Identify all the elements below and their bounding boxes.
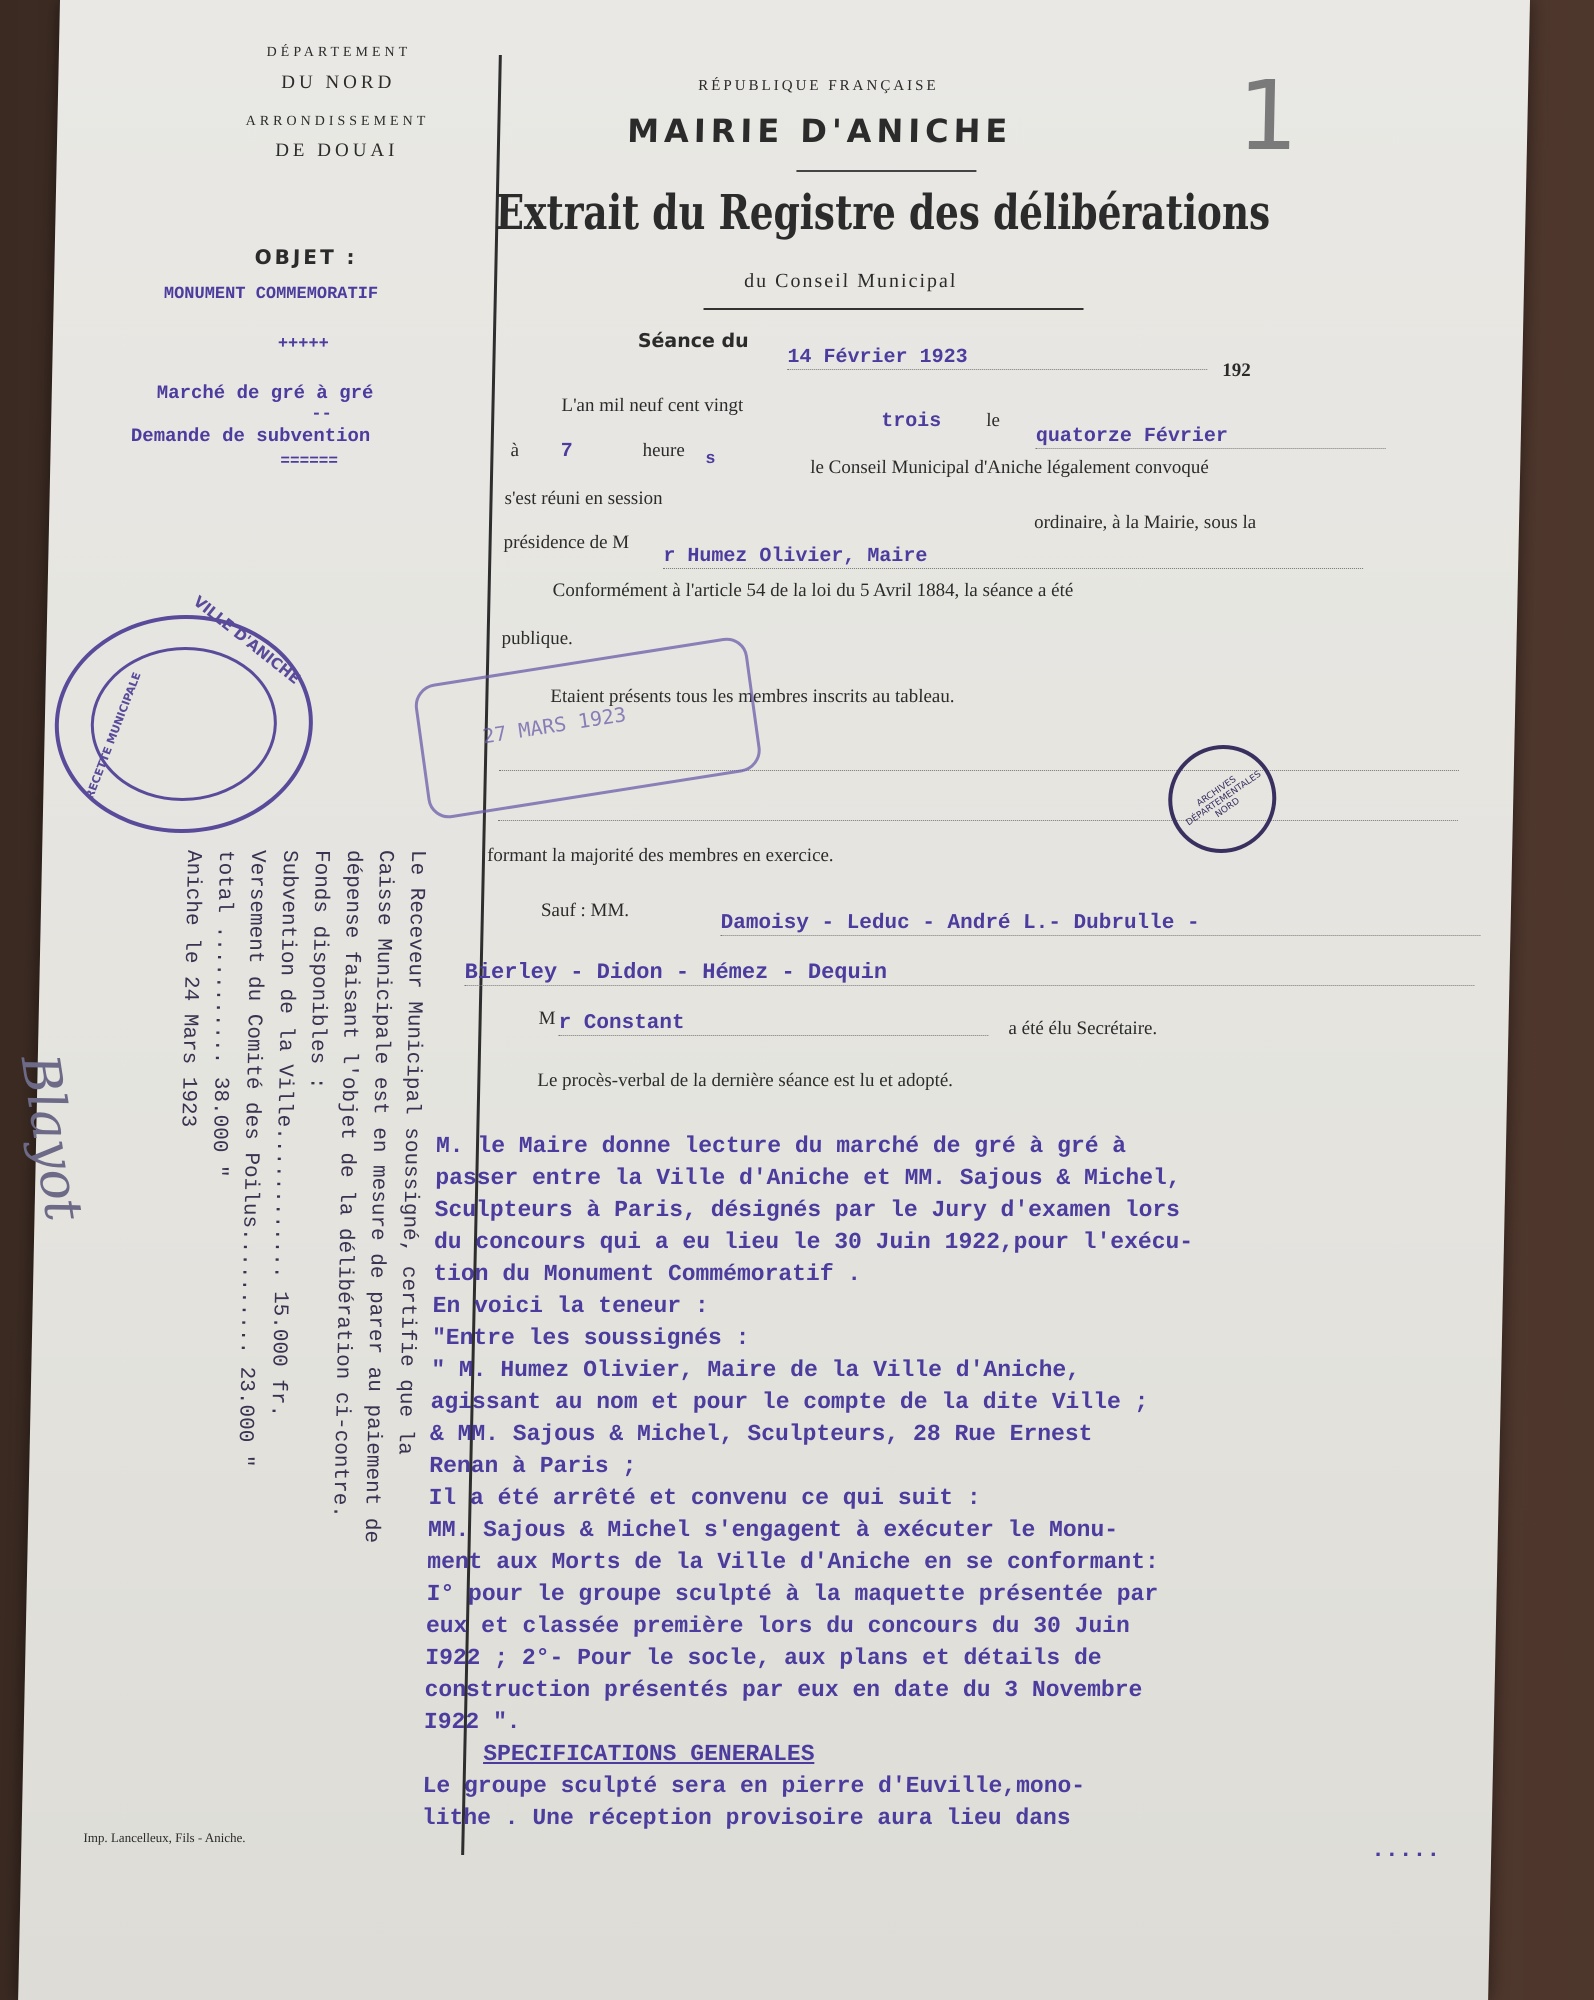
document-page [8,0,1530,2000]
body-l12b: r Constant [558,1012,989,1036]
certification-line: Fonds disponibles : [304,850,333,1090]
objet-line3: Marché de gré à gré [156,382,374,404]
body-l2a: à [510,440,520,461]
typed-line: I922 ; 2°- Pour le socle, aux plans et détails de [424,1645,1102,1671]
certification-line: Aniche le 24 Mars 1923 [175,850,205,1128]
objet-line6: ====== [280,452,339,470]
certification-line: Versement du Comité des Poilus.......... 23.000 " [232,850,269,1468]
body-l9: formant la majorité des membres en exercice. [486,845,834,866]
typed-line: construction présentés par eux en date du 3 Novembre [424,1677,1143,1703]
archives-stamp-text: ARCHIVES DÉPARTEMENTALES NORD [1184,769,1264,829]
body-l2b: 7 [560,440,573,463]
certification-line: Subvention de la Ville............ 15.000 fr. [265,850,301,1418]
body-l4: ordinaire, à la Mairie, sous la [1033,512,1257,533]
typed-line: ment aux Morts de la Ville d'Aniche en se conformant: [427,1549,1160,1575]
printer-imprint: Imp. Lancelleux, Fils - Aniche. [83,1830,246,1845]
typed-line: SPECIFICATIONS GENERALES [482,1741,815,1767]
typed-line: & MM. Sajous & Michel, Sculpteurs, 28 Rue Ernest [429,1421,1093,1447]
typed-line: I922 ". [423,1709,521,1735]
objet-line4: -- [311,405,332,424]
certification-line: Caisse Municipale est en mesure de parer au paiement de [358,850,397,1544]
title-underline [704,308,1084,310]
typed-line: MM. Sajous & Michel s'engagent à exécuter le Monu- [427,1517,1119,1543]
body-l1d: quatorze Février [1036,425,1387,449]
handwritten-signature: Blayot [8,1050,94,1226]
seance-date: 14 Février 1923 [787,346,1208,370]
page-number: 1 [1236,60,1300,172]
extrait-title: Extrait du Registre des délibérations [494,185,1271,241]
seance-year: 192 [1222,360,1251,381]
seance-label: Séance du [637,330,749,352]
body-l12c: a été élu Secrétaire. [1008,1018,1158,1039]
typed-line: M. le Maire donne lecture du marché de gré à gré à [435,1133,1127,1159]
body-l2d: s [705,450,716,469]
typed-line: eux et classée première lors du concours du 30 Juin [425,1613,1131,1639]
body-l8: Etaient présents tous les membres inscrits au tableau. [550,686,955,707]
body-l2c: heure [642,440,685,461]
typed-line: I° pour le groupe sculpté à la maquette présentée par [426,1581,1159,1607]
certification-line: Le Receveur Municipal soussigné, certifie que la [392,850,429,1455]
body-l5b: r Humez Olivier, Maire [663,545,1364,569]
typed-line: passer entre la Ville d'Aniche et MM. Sajous & Michel, [435,1165,1181,1191]
dept-line4: DE DOUAI [274,140,399,161]
typed-line: " M. Humez Olivier, Maire de la Ville d'Aniche, [431,1357,1081,1383]
typed-line: Renan à Paris ; [429,1453,637,1479]
blank-line-2 [498,820,1458,821]
body-l10b: Damoisy - Leduc - André L.- Dubrulle - [720,912,1481,936]
body-l10a: Sauf : MM. [540,900,630,921]
objet-line5: Demande de subvention [130,425,371,447]
body-l12a: M [538,1008,556,1029]
body-l1c: le [985,410,1001,431]
certification-line: dépense faisant l'objet de la délibération ci-contre. [327,850,365,1518]
recette-stamp-text: RECETTE MUNICIPALE [83,670,144,801]
received-stamp [412,635,763,822]
received-stamp-date: 27 MARS 1923 [480,702,628,749]
body-l13: Le procès-verbal de la dernière séance est lu et adopté. [537,1070,954,1091]
typed-line: Il a été arrêté et convenu ce qui suit : [428,1485,981,1511]
dept-line2: DU NORD [281,72,396,93]
typed-line: agissant au nom et pour le compte de la dite Ville ; [430,1389,1149,1415]
typed-body [421,1130,1455,1866]
typed-line: ..... [1370,1837,1441,1863]
certification-line: total ........... 38.000 " [206,850,237,1178]
body-l3: s'est réuni en session [504,488,663,509]
typed-line: Le groupe sculpté sera en pierre d'Euville,mono- [422,1773,1086,1799]
ville-stamp-text: VILLE D'ANICHE [189,592,304,688]
objet-line2: +++++ [277,335,329,354]
mairie-title: MAIRIE D'ANICHE [626,112,1013,150]
ville-stamp [53,592,316,833]
body-l6: Conformément à l'article 54 de la loi du 5 Avril 1884, la séance a été [552,580,1074,601]
typed-line: du concours qui a eu lieu le 30 Juin 1922,pour l'exécu- [433,1229,1194,1255]
dept-line3: ARRONDISSEMENT [245,114,430,129]
typed-line: Sculpteurs à Paris, désignés par le Jury d'examen lors [434,1197,1181,1223]
body-l5a: présidence de M [503,532,630,553]
dept-line1: DÉPARTEMENT [266,45,412,60]
body-l1b: trois [880,410,942,433]
typed-line: "Entre les soussignés : [431,1325,750,1351]
title-ornament [796,170,976,172]
typed-line: En voici la teneur : [432,1293,709,1319]
body-l2e: le Conseil Municipal d'Aniche légalement convoqué [809,457,1210,478]
typed-line: tion du Monument Commémoratif . [433,1261,862,1287]
objet-line1: MONUMENT COMMEMORATIF [163,285,379,304]
receveur-certification [162,850,433,1543]
body-l7: publique. [501,628,574,649]
body-l11: Bierley - Didon - Hémez - Dequin [464,960,1475,986]
body-l1a: L'an mil neuf cent vingt [561,395,744,416]
typed-line: lithe . Une réception provisoire aura lieu dans [421,1805,1071,1831]
conseil-subtitle: du Conseil Municipal [743,270,958,292]
archives-stamp [1167,745,1277,853]
objet-label: OBJET : [254,245,358,269]
republic-label: RÉPUBLIQUE FRANÇAISE [698,78,939,94]
